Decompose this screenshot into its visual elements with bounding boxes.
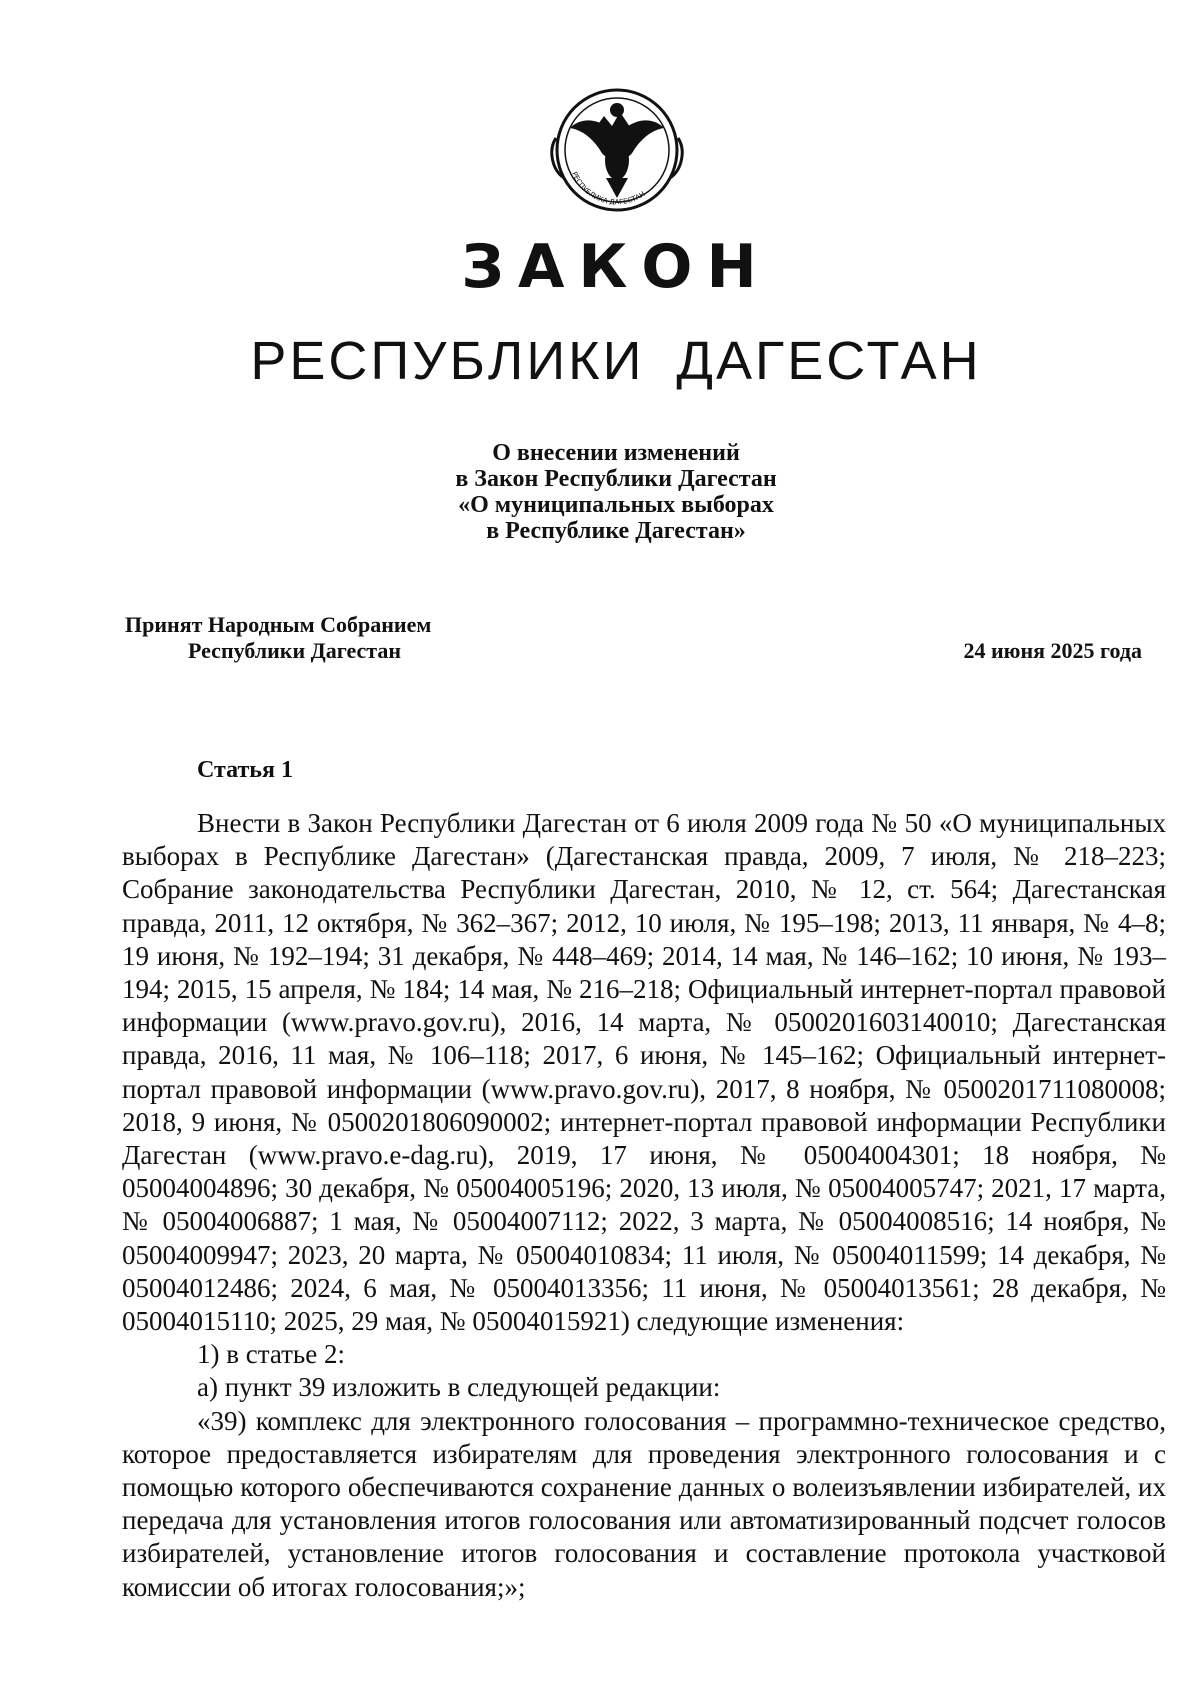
subject-line: О внесении изменений	[492, 440, 740, 466]
emblem-ring-text: РЕСПУБЛИКА ДАГЕСТАН	[570, 170, 647, 207]
dagestan-coat-of-arms-icon	[542, 78, 692, 228]
document-subtitle: РЕСПУБЛИКИ ДАГЕСТАН	[250, 331, 982, 391]
adoption-note	[125, 612, 431, 664]
adoption-line-2: Республики Дагестан	[188, 638, 402, 663]
article-body	[122, 807, 1166, 1604]
paragraph: а) пункт 39 изложить в следующей редакции:	[197, 1372, 721, 1403]
document-title: ЗАКОН	[461, 232, 771, 302]
subject-line: в Республике Дагестан»	[486, 518, 746, 544]
law-subject	[0, 440, 1200, 544]
subject-line: в Закон Республики Дагестан	[455, 466, 777, 492]
subject-line: «О муниципальных выборах	[458, 492, 774, 518]
adoption-date: 24 июня 2025 года	[963, 638, 1142, 663]
paragraph: «39) комплекс для электронного голосования – программно-техническое средство, которое предоставляется избирателям для проведения электронного голосования и с помощью которого обеспечиваются сохранение данных о волеизъявлении избирателей, их передача для установления итогов голосования или автоматизированный подсчет голосов избирателей, установление итогов голосования и составление протокола участковой комиссии об итогах голосования;»;	[122, 1405, 1166, 1602]
adoption-line-1: Принят Народным Собранием	[125, 612, 432, 637]
paragraph: Внести в Закон Республики Дагестан от 6 июля 2009 года № 50 «О муниципальных выборах в Республике Дагестан» (Дагестанская правда, 2009, 7 июля, № 218–223; Собрание законодательства Республики Дагестан, 2010, № 12, ст. 564; Дагестанская правда, 2011, 12 октября, № 362–367; 2012, 10 июля, № 195–198; 2013, 11 января, № 4–8; 19 июня, № 192–194; 31 декабря, № 448–469; 2014, 14 мая, № 146–162; 10 июня, № 193–194; 2015, 15 апреля, № 184; 14 мая, № 216–218; Официальный интернет-портал правовой информации (www.pravo.gov.ru), 2016, 14 марта, № 0500201603140010; Дагестанская правда, 2016, 11 мая, № 106–118; 2017, 6 июня, № 145–162; Официальный интернет-портал правовой информации (www.pravo.gov.ru), 2017, 8 ноября, № 0500201711080008; 2018, 9 июня, № 0500201806090002; интернет-портал правовой информации Республики Дагестан (www.pravo.e-dag.ru), 2019, 17 июня, № 05004004301; 18 ноября, № 05004004896; 30 декабря, № 05004005196; 2020, 13 июля, № 05004005747; 2021, 17 марта, № 05004006887; 1 мая, № 05004007112; 2022, 3 марта, № 05004008516; 14 ноября, № 05004009947; 2023, 20 марта, № 05004010834; 11 июля, № 05004011599; 14 декабря, № 05004012486; 2024, 6 мая, № 05004013356; 11 июня, № 05004013561; 28 декабря, № 05004015110; 2025, 29 мая, № 05004015921) следующие изменения:	[122, 808, 1166, 1337]
article-heading: Статья 1	[197, 757, 293, 783]
paragraph: 1) в статье 2:	[197, 1339, 345, 1370]
